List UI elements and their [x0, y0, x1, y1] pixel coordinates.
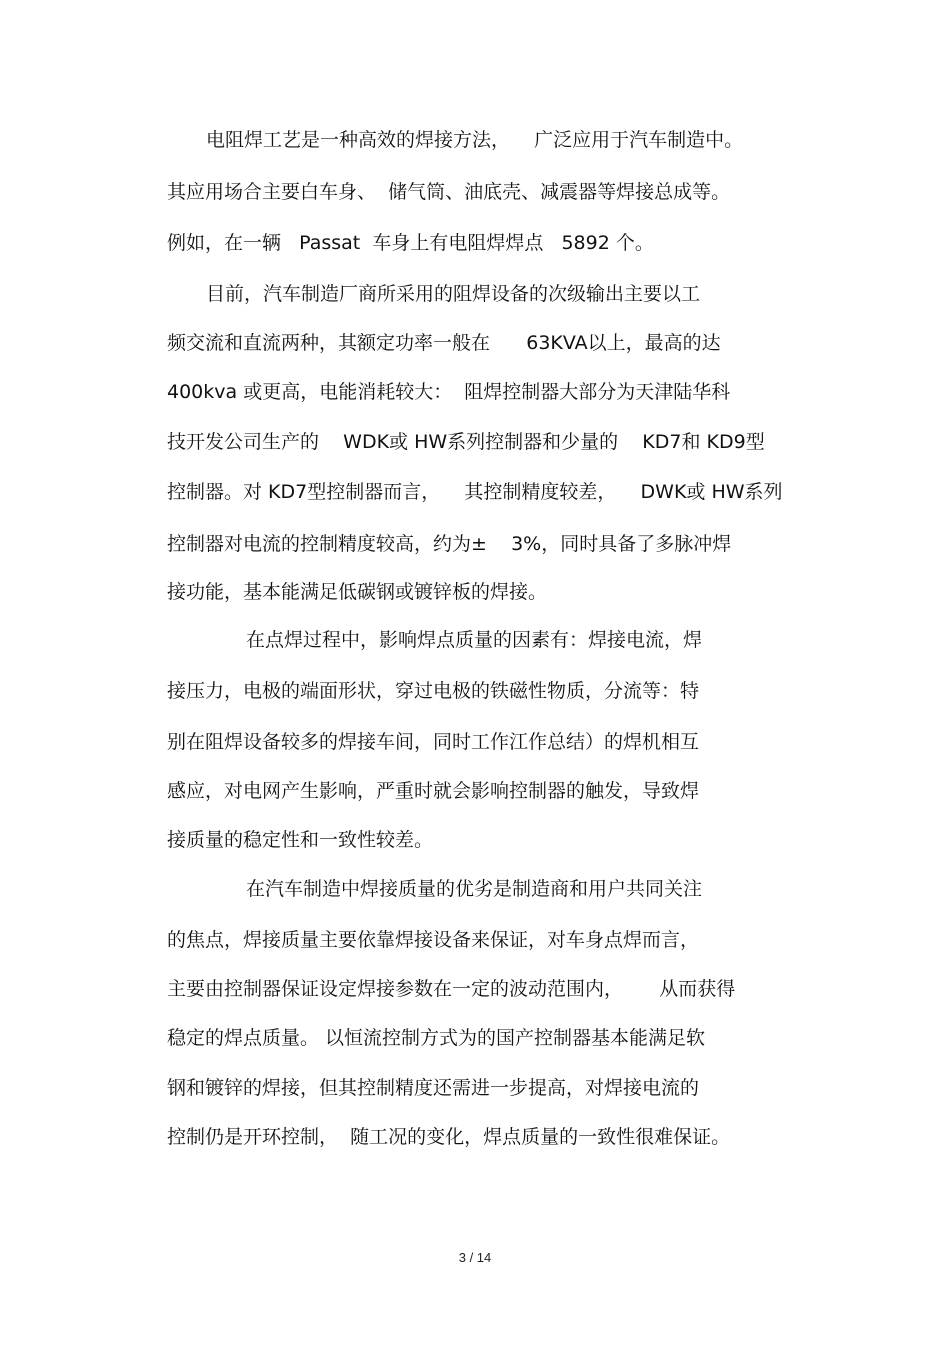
text-line: 接质量的稳定性和一致性较差。	[167, 829, 434, 851]
text-line: 400kva 或更高，电能消耗较大： 阻焊控制器大部分为天津陆华科	[167, 381, 731, 403]
text-line: 的焦点，焊接质量主要依靠焊接设备来保证，对车身点焊而言，	[167, 929, 700, 951]
text-line: 控制仍是开环控制， 随工况的变化，焊点质量的一致性很难保证。	[167, 1126, 731, 1148]
text-line: 电阻焊工艺是一种高效的焊接方法， 广泛应用于汽车制造中。	[206, 129, 744, 151]
text-line: 控制器。对 KD7型控制器而言， 其控制精度较差， DWK或 HW系列	[167, 481, 783, 503]
text-line: 控制器对电流的控制精度较高，约为± 3%，同时具备了多脉冲焊	[167, 533, 732, 555]
text-line: 在点焊过程中，影响焊点质量的因素有：焊接电流，焊	[246, 629, 703, 651]
text-line: 主要由控制器保证设定焊接参数在一定的波动范围内， 从而获得	[167, 978, 736, 1000]
text-line: 接压力，电极的端面形状，穿过电极的铁磁性物质，分流等：特	[167, 680, 700, 702]
text-line: 在汽车制造中焊接质量的优劣是制造商和用户共同关注	[246, 878, 703, 900]
text-line: 接功能，基本能满足低碳钢或镀锌板的焊接。	[167, 581, 548, 603]
text-line: 别在阻焊设备较多的焊接车间，同时工作江作总结）的焊机相互	[167, 731, 700, 753]
text-line: 例如，在一辆 Passat 车身上有电阻焊焊点 5892 个。	[167, 232, 654, 254]
text-line: 稳定的焊点质量。 以恒流控制方式为的国产控制器基本能满足软	[167, 1027, 706, 1049]
text-line: 钢和镀锌的焊接，但其控制精度还需进一步提高，对焊接电流的	[167, 1077, 700, 1099]
text-line: 目前，汽车制造厂商所采用的阻焊设备的次级输出主要以工	[206, 283, 701, 305]
page-number: 3 / 14	[458, 1250, 492, 1265]
text-line: 技开发公司生产的 WDK或 HW系列控制器和少量的 KD7和 KD9型	[167, 431, 765, 453]
text-line: 频交流和直流两种，其额定功率一般在 63KVA以上，最高的达	[167, 332, 721, 354]
text-line: 感应，对电网产生影响，严重时就会影响控制器的触发，导致焊	[167, 780, 700, 802]
text-line: 其应用场合主要白车身、 储气筒、油底壳、减震器等焊接总成等。	[167, 181, 731, 203]
